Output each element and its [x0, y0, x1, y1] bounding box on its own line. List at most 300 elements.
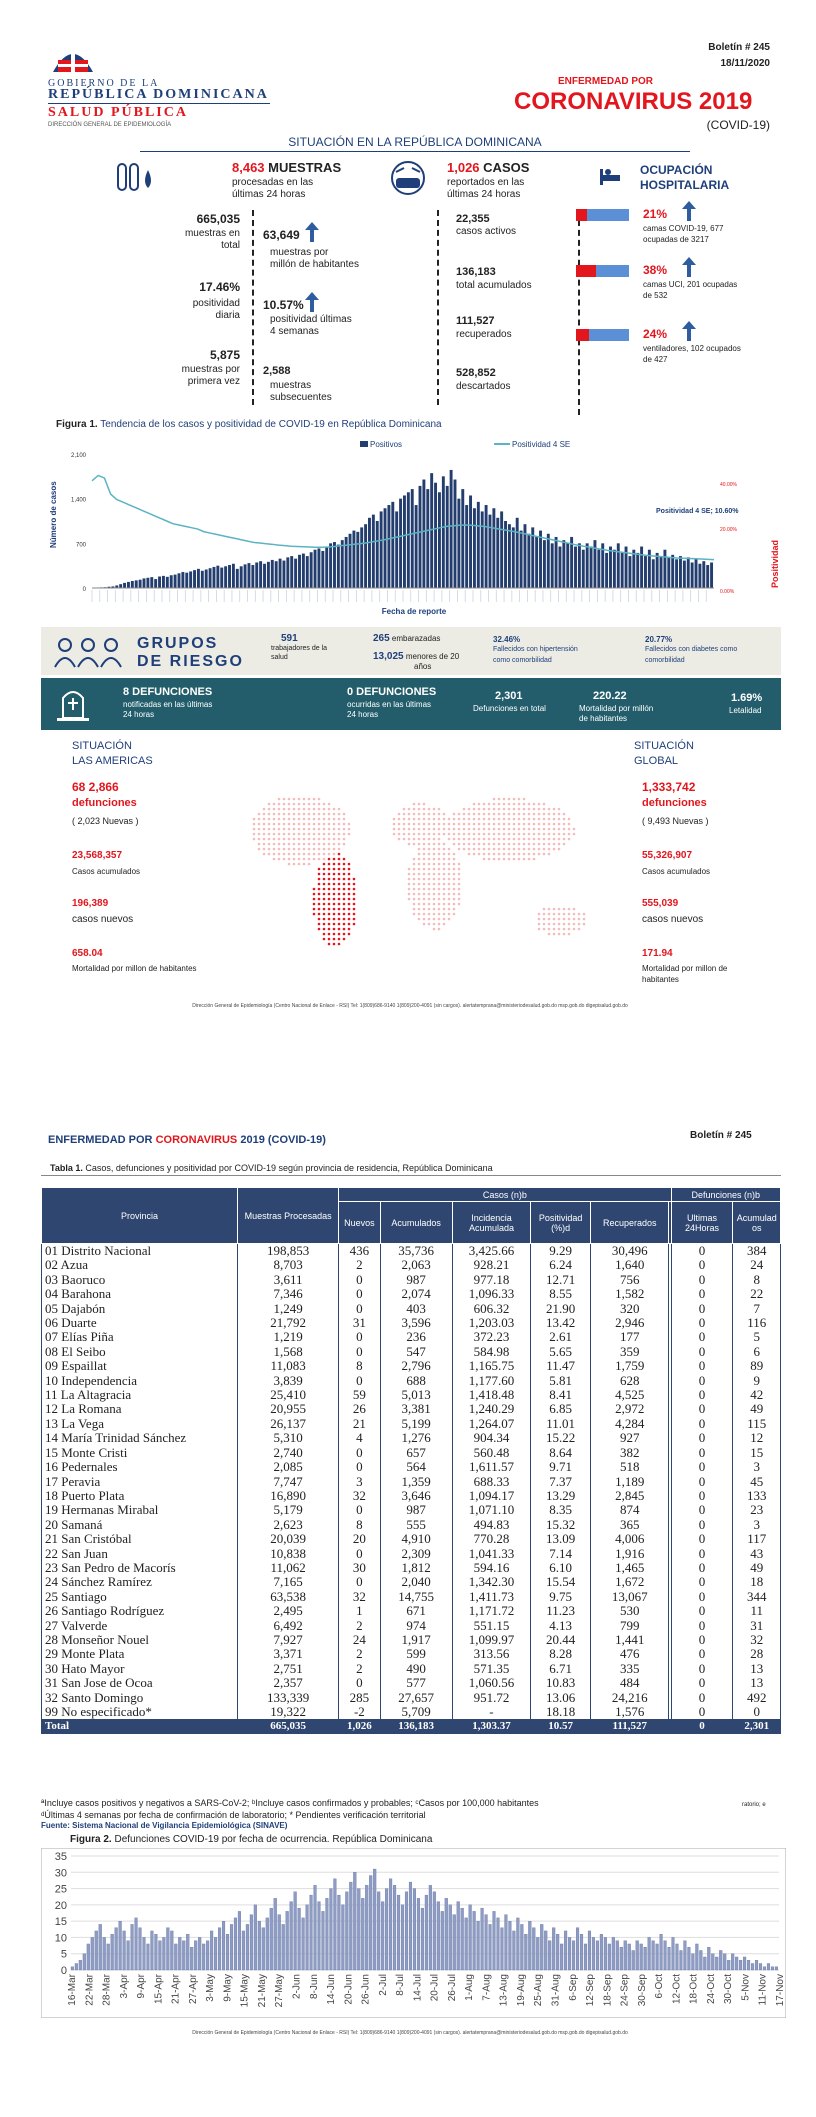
map-dot [298, 803, 301, 806]
map-dot [273, 848, 276, 851]
case-bar [193, 570, 196, 588]
map-dot [283, 848, 286, 851]
map-dot [458, 893, 461, 896]
map-dot [438, 808, 441, 811]
table-cell: 30 [339, 1561, 380, 1575]
x-tick-label: 14-Jul [412, 1974, 424, 2002]
table-cell: 4,006 [591, 1532, 669, 1546]
map-dot [448, 908, 451, 911]
map-dot [268, 813, 271, 816]
defuncion-bar [103, 1937, 106, 1970]
descartados-label: descartados [456, 381, 511, 392]
map-dot [423, 873, 426, 876]
table-cell: 20 [339, 1532, 380, 1546]
map-dot [423, 893, 426, 896]
table-cell: 22 [733, 1287, 781, 1301]
map-dot [288, 863, 291, 866]
defuncion-bar [385, 1889, 388, 1970]
map-dot [393, 833, 396, 836]
map-dot [448, 853, 451, 856]
map-dot [563, 908, 566, 911]
table-cell: 3 [733, 1518, 781, 1532]
map-dot [278, 828, 281, 831]
case-bar [679, 556, 682, 588]
map-dot [353, 878, 356, 881]
map-dot [443, 828, 446, 831]
table-cell: 27,657 [380, 1691, 452, 1705]
map-dot [268, 833, 271, 836]
map-dot [428, 843, 431, 846]
map-dot [563, 923, 566, 926]
map-dot [543, 808, 546, 811]
defuncion-bar [441, 1911, 444, 1970]
situacion-title: SITUACIÓN EN LA REPÚBLICA DOMINICANA [140, 135, 690, 152]
table-cell: 18.18 [531, 1705, 591, 1719]
map-dot [308, 813, 311, 816]
hta-label2: como comorbilidad [493, 657, 552, 664]
map-dot [288, 813, 291, 816]
map-dot [393, 828, 396, 831]
map-dot [318, 798, 321, 801]
table-cell: 335 [591, 1662, 669, 1676]
map-dot [343, 888, 346, 891]
table-cell: -2 [339, 1705, 380, 1719]
map-dot [498, 818, 501, 821]
defunc-24h-label1: notificadas en las últimas [123, 700, 213, 709]
map-dot [328, 923, 331, 926]
map-dot [533, 803, 536, 806]
map-dot [308, 818, 311, 821]
defuncion-bar [568, 1937, 571, 1970]
map-dot [308, 863, 311, 866]
map-dot [288, 853, 291, 856]
map-dot [443, 868, 446, 871]
map-dot [348, 833, 351, 836]
map-dot [558, 913, 561, 916]
map-dot [423, 828, 426, 831]
x-tick-label: 12-Oct [671, 1974, 683, 2005]
defunc-24h-number: 8 DEFUNCIONES [123, 686, 213, 698]
map-dot [323, 933, 326, 936]
map-dot [403, 813, 406, 816]
table-cell: 0 [671, 1374, 733, 1388]
map-dot [458, 898, 461, 901]
table-cell: 25,410 [238, 1388, 339, 1402]
table-cell: 9.71 [531, 1460, 591, 1474]
table-cell: 1,264.07 [452, 1417, 530, 1431]
table-cell: 5,179 [238, 1503, 339, 1517]
map-dot [523, 813, 526, 816]
map-dot [563, 828, 566, 831]
table-cell: 0 [671, 1244, 733, 1259]
map-dot [498, 848, 501, 851]
table-cell: 0 [339, 1374, 380, 1388]
table-cell: 26,137 [238, 1417, 339, 1431]
table-cell: 977.18 [452, 1273, 530, 1287]
map-dot [413, 903, 416, 906]
letalidad-label: Letalidad [729, 706, 762, 715]
map-dot [338, 908, 341, 911]
map-dot [418, 808, 421, 811]
table-cell: 484 [591, 1676, 669, 1690]
map-dot [263, 838, 266, 841]
map-dot [313, 833, 316, 836]
map-dot [448, 878, 451, 881]
map-dot [288, 843, 291, 846]
defuncion-bar [151, 1931, 154, 1970]
map-dot [453, 883, 456, 886]
x-tick-label: 30-Sep [636, 1974, 648, 2007]
map-dot [283, 823, 286, 826]
map-dot [473, 853, 476, 856]
map-dot [553, 923, 556, 926]
embarazadas [373, 633, 440, 644]
table-cell: 13,067 [591, 1590, 669, 1604]
map-dot [528, 803, 531, 806]
table-cell: 571.35 [452, 1662, 530, 1676]
table-cell: 21 [339, 1417, 380, 1431]
defuncion-bar [310, 1895, 313, 1970]
table-cell: 0 [671, 1460, 733, 1474]
menores-number: 13,025 [373, 651, 404, 662]
map-dot [548, 908, 551, 911]
map-dot [283, 808, 286, 811]
defuncion-bar [588, 1931, 591, 1970]
case-bar [706, 565, 709, 588]
defuncion-bar [107, 1944, 110, 1970]
map-dot [443, 903, 446, 906]
map-dot [273, 823, 276, 826]
defunc-24h-label2: 24 horas [123, 710, 155, 719]
case-bar [189, 571, 192, 588]
map-dot [338, 913, 341, 916]
map-dot [578, 918, 581, 921]
map-dot [328, 888, 331, 891]
map-dot [548, 823, 551, 826]
case-bar [667, 557, 670, 588]
map-dot [283, 828, 286, 831]
map-dot [568, 818, 571, 821]
map-dot [478, 818, 481, 821]
map-dot [523, 848, 526, 851]
map-dot [443, 893, 446, 896]
table-cell: 799 [591, 1619, 669, 1633]
case-bar [446, 486, 449, 588]
ocupacion-label: ocupadas de 3217 [643, 235, 709, 244]
map-dot [323, 918, 326, 921]
page2-header-red: CORONAVIRUS [155, 1134, 238, 1146]
table-cell: 6.24 [531, 1258, 591, 1272]
defuncion-bar [699, 1950, 702, 1970]
map-dot [483, 853, 486, 856]
map-dot [453, 813, 456, 816]
map-dot [398, 823, 401, 826]
map-dot [343, 883, 346, 886]
map-dot [423, 848, 426, 851]
map-dot [413, 888, 416, 891]
map-dot [338, 843, 341, 846]
map-dot [433, 843, 436, 846]
map-dot [348, 903, 351, 906]
map-dot [448, 858, 451, 861]
table-cell: 874 [591, 1503, 669, 1517]
map-dot [263, 833, 266, 836]
defuncion-bar [688, 1947, 691, 1970]
map-dot [483, 818, 486, 821]
americas-casos-label: Casos acumulados [72, 867, 141, 876]
th-ultimas24: Ultimas 24Horas [671, 1202, 733, 1244]
ocupacion-bar-fill [576, 329, 589, 341]
map-dot [433, 898, 436, 901]
map-dot [478, 853, 481, 856]
table-cell: 32 [339, 1590, 380, 1604]
case-bar [306, 556, 309, 588]
map-dot [318, 808, 321, 811]
table-cell: 177 [591, 1330, 669, 1344]
defuncion-bar [186, 1934, 189, 1970]
map-dot [543, 928, 546, 931]
map-dot [538, 853, 541, 856]
table-cell: 0 [671, 1676, 733, 1690]
table-cell: 20.44 [531, 1633, 591, 1647]
map-dot [533, 853, 536, 856]
total-cell: 1,303.37 [452, 1719, 530, 1733]
map-dot [318, 848, 321, 851]
table-cell: 5,013 [380, 1388, 452, 1402]
x-tick-label: 15-May [239, 1974, 251, 2008]
defuncion-bar [759, 1963, 762, 1970]
case-bar [492, 508, 495, 588]
map-dot [353, 913, 356, 916]
defuncion-bar [170, 1931, 173, 1970]
map-dot [503, 848, 506, 851]
map-dot [568, 908, 571, 911]
map-dot [423, 813, 426, 816]
map-dot [323, 873, 326, 876]
table-cell: 1,916 [591, 1547, 669, 1561]
map-dot [338, 888, 341, 891]
map-dot [348, 823, 351, 826]
map-dot [478, 843, 481, 846]
defuncion-bar [210, 1931, 213, 1970]
table-row [42, 1518, 781, 1532]
defuncion-bar [564, 1931, 567, 1970]
map-dot [328, 933, 331, 936]
table-cell: 43 [733, 1547, 781, 1561]
map-dot [433, 878, 436, 881]
map-dot [398, 818, 401, 821]
map-dot [573, 928, 576, 931]
global-def-new: ( 9,493 Nuevas ) [642, 816, 709, 826]
map-dot [278, 808, 281, 811]
map-dot [338, 848, 341, 851]
map-dot [548, 933, 551, 936]
table-cell: 1,177.60 [452, 1374, 530, 1388]
note-3: Fuente: Sistema Nacional de Vigilancia Epidemiológica (SINAVE) [41, 1821, 288, 1830]
table-cell: 490 [380, 1662, 452, 1676]
americas-casos-number: 23,568,357 [72, 850, 123, 861]
defuncion-bar [580, 1934, 583, 1970]
table-cell: 03 Baoruco [42, 1273, 238, 1287]
map-dot [413, 883, 416, 886]
map-dot [343, 873, 346, 876]
map-dot [393, 823, 396, 826]
defuncion-bar [306, 1905, 309, 1970]
defuncion-bar [274, 1898, 277, 1970]
y-tick-label: 0 [60, 1965, 67, 1977]
map-dot [448, 883, 451, 886]
map-dot [463, 823, 466, 826]
map-dot [438, 853, 441, 856]
defuncion-bar [556, 1934, 559, 1970]
table-row [42, 1705, 781, 1719]
map-dot [428, 833, 431, 836]
map-dot [423, 903, 426, 906]
map-dot [473, 818, 476, 821]
map-dot [418, 863, 421, 866]
map-dot [468, 828, 471, 831]
positividad-diaria-label1: positividad [192, 298, 240, 309]
map-dot [323, 843, 326, 846]
americas-nuevos-number: 196,389 [72, 898, 109, 909]
map-dot [548, 913, 551, 916]
defuncion-bar [664, 1941, 667, 1970]
table-cell: 1,060.56 [452, 1676, 530, 1690]
table-cell: 494.83 [452, 1518, 530, 1532]
map-dot [453, 908, 456, 911]
table-cell: 5,709 [380, 1705, 452, 1719]
map-dot [343, 923, 346, 926]
defuncion-bar [433, 1892, 436, 1970]
map-dot [318, 818, 321, 821]
x-tick-label: 20-Jun [343, 1974, 355, 2005]
defuncion-bar [198, 1937, 201, 1970]
x-tick-label: 2-Jun [291, 1974, 303, 2000]
map-dot [438, 833, 441, 836]
defuncion-bar [377, 1892, 380, 1970]
casos-acum-label: total acumulados [456, 280, 532, 291]
y2-tick-label: 20.00% [720, 527, 737, 533]
test-tube-icon [112, 160, 158, 196]
map-dot [483, 848, 486, 851]
map-dot [338, 838, 341, 841]
y-tick-label: 20 [54, 1899, 67, 1912]
map-dot [493, 853, 496, 856]
table-cell: 6.85 [531, 1402, 591, 1416]
map-dot [448, 903, 451, 906]
defuncion-bar [401, 1905, 404, 1970]
map-dot [328, 928, 331, 931]
defuncion-bar [389, 1879, 392, 1970]
table-title [50, 1163, 493, 1173]
map-dot [328, 893, 331, 896]
map-dot [473, 833, 476, 836]
y-tick-label: 0 [82, 587, 86, 593]
table-cell: 04 Barahona [42, 1287, 238, 1301]
total-row [42, 1719, 781, 1733]
map-dot [423, 838, 426, 841]
table-cell: 1,576 [591, 1705, 669, 1719]
map-dot [528, 808, 531, 811]
map-dot [453, 833, 456, 836]
map-dot [353, 908, 356, 911]
defuncion-bar [739, 1960, 742, 1970]
map-dot [278, 858, 281, 861]
positividad-4sem-number: 10.57% [263, 298, 304, 312]
map-dot [513, 838, 516, 841]
map-dot [483, 858, 486, 861]
map-dot [298, 818, 301, 821]
map-dot [478, 838, 481, 841]
map-dot [443, 898, 446, 901]
table-cell: 2,946 [591, 1316, 669, 1330]
defuncion-bar [115, 1928, 118, 1970]
x-tick-label: 31-Aug [550, 1974, 562, 2007]
table-row [42, 1647, 781, 1661]
hospital-bed-icon [598, 165, 622, 189]
table-row [42, 1633, 781, 1647]
table-cell: 0 [339, 1287, 380, 1301]
fig1-ylabel: Número de casos [49, 481, 58, 548]
table-cell: 1,240.29 [452, 1402, 530, 1416]
map-dot [423, 853, 426, 856]
map-dot [453, 888, 456, 891]
defuncion-bar [608, 1944, 611, 1970]
embarazadas-number: 265 [373, 633, 390, 644]
hta-label1: Fallecidos con hipertensión [493, 646, 578, 653]
map-dot [338, 883, 341, 886]
map-dot [428, 828, 431, 831]
case-bar [695, 559, 698, 588]
table-cell: 0 [671, 1619, 733, 1633]
table-cell: 7,165 [238, 1575, 339, 1589]
defuncion-bar [727, 1960, 730, 1970]
map-dot [573, 833, 576, 836]
map-dot [278, 813, 281, 816]
defuncion-bar [465, 1918, 468, 1970]
map-dot [318, 903, 321, 906]
map-dot [458, 883, 461, 886]
table-cell: 2,357 [238, 1676, 339, 1690]
map-dot [453, 873, 456, 876]
ocupacion-pct: 21% [643, 207, 668, 221]
case-bar [508, 524, 511, 588]
map-dot [413, 898, 416, 901]
map-dot [313, 828, 316, 831]
map-dot [313, 853, 316, 856]
logo-line2: REPÚBLICA DOMINICANA [48, 87, 269, 102]
case-bar [251, 565, 254, 588]
map-dot [553, 918, 556, 921]
total-cell: 136,183 [380, 1719, 452, 1733]
defunc-total-label: Defunciones en total [473, 704, 546, 713]
map-dot [408, 893, 411, 896]
muestras-total-label1: muestras en [184, 228, 240, 239]
map-dot [408, 833, 411, 836]
map-dot [328, 813, 331, 816]
table-cell: 10,838 [238, 1547, 339, 1561]
arrow-up-icon [305, 292, 319, 312]
case-bar [691, 562, 694, 588]
map-dot [318, 833, 321, 836]
x-tick-label: 30-Oct [723, 1974, 735, 2005]
table-cell: 15.32 [531, 1518, 591, 1532]
case-bar [356, 532, 359, 588]
map-dot [503, 823, 506, 826]
x-tick-label: 2-Jul [377, 1974, 389, 1996]
page2-header-end: 2019 (COVID-19) [240, 1134, 326, 1146]
case-bar [209, 568, 212, 588]
